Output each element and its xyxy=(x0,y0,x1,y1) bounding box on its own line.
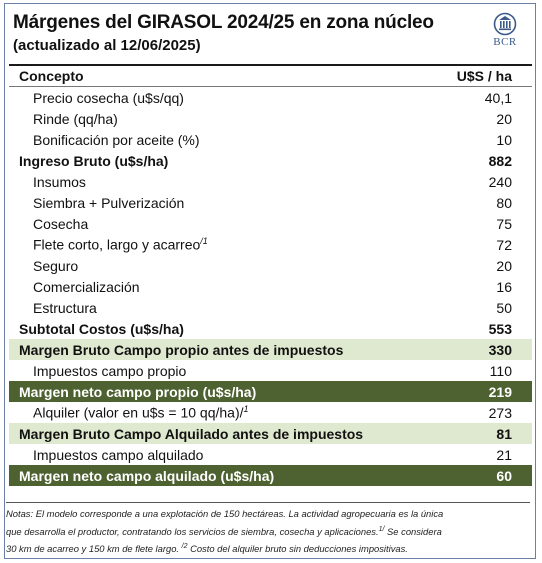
table-row xyxy=(9,213,532,234)
row-value: 81 xyxy=(496,425,512,442)
table-row-total xyxy=(9,150,532,171)
table-row xyxy=(9,276,532,297)
header-concepto: Concepto xyxy=(19,68,84,84)
table-row xyxy=(9,297,532,318)
notes-line xyxy=(6,522,530,540)
bcr-emblem-icon xyxy=(492,12,518,36)
table-row xyxy=(9,87,532,108)
footnote-marker: /1 xyxy=(200,236,208,247)
row-label: Insumos xyxy=(33,173,86,190)
row-value: 80 xyxy=(496,194,512,211)
row-label: Siembra + Pulverización xyxy=(33,194,185,211)
notes-line xyxy=(6,539,530,557)
row-label: Rinde (qq/ha) xyxy=(33,110,118,127)
page-title: Márgenes del GIRASOL 2024/25 en zona núcleo xyxy=(13,12,434,33)
table-row xyxy=(9,129,532,150)
row-value: 219 xyxy=(488,383,512,400)
row-value: 60 xyxy=(496,467,512,484)
logo-text: BCR xyxy=(493,36,517,48)
footnote-marker: 1/ xyxy=(378,525,385,533)
row-label xyxy=(9,404,422,421)
row-label xyxy=(9,236,422,253)
row-label: Cosecha xyxy=(33,215,89,232)
table-row xyxy=(9,234,532,255)
row-value: 110 xyxy=(489,362,512,379)
table-row-total xyxy=(9,318,532,339)
row-value: 21 xyxy=(496,446,512,463)
table-row xyxy=(9,171,532,192)
row-label: Subtotal Costos (u$s/ha) xyxy=(19,320,184,337)
footnote-marker: 1 xyxy=(243,404,249,415)
table-row-margin-net xyxy=(9,381,532,402)
row-value: 330 xyxy=(488,341,512,358)
bcr-logo xyxy=(485,12,525,54)
row-label: Margen neto campo alquilado (u$s/ha) xyxy=(19,467,275,484)
table-row xyxy=(9,360,532,381)
row-value: 882 xyxy=(488,152,512,169)
row-label: Ingreso Bruto (u$s/ha) xyxy=(19,152,169,169)
row-label: Margen Bruto Campo propio antes de impuestos xyxy=(19,341,344,358)
footnote-marker: /2 xyxy=(181,543,188,551)
row-value: 16 xyxy=(496,278,512,295)
row-label: Margen neto campo propio (u$s/ha) xyxy=(19,383,257,400)
row-label: Precio cosecha (u$s/qq) xyxy=(33,89,184,106)
row-label-text: Alquiler (valor en u$s = 10 qq/ha)/ xyxy=(33,404,244,421)
table-row xyxy=(9,108,532,129)
table-card xyxy=(4,3,536,559)
row-value: 20 xyxy=(496,257,512,274)
notes-text: 30 km de acarreo y 150 km de flete largo. xyxy=(6,543,180,555)
row-label: Impuestos campo alquilado xyxy=(33,446,204,463)
table-row-margin-net xyxy=(9,465,532,486)
row-value: 240 xyxy=(488,173,512,190)
row-value: 553 xyxy=(488,320,512,337)
row-label: Seguro xyxy=(33,257,79,274)
table-header xyxy=(9,64,532,87)
notes-text: que desarrolla el productor, contratando los servicios de siembra, cosecha y aplicaciones. xyxy=(6,525,379,537)
row-label: Estructura xyxy=(33,299,97,316)
row-value: 20 xyxy=(496,110,512,127)
table-row xyxy=(9,192,532,213)
row-value: 50 xyxy=(496,299,512,316)
table-row xyxy=(9,402,532,423)
header-value: U$S / ha xyxy=(456,68,512,84)
table-row xyxy=(9,255,532,276)
row-label: Margen Bruto Campo Alquilado antes de impuestos xyxy=(19,425,364,442)
row-label: Impuestos campo propio xyxy=(33,362,187,379)
row-value: 10 xyxy=(496,131,512,148)
row-label-text: Flete corto, largo y acarreo xyxy=(33,236,201,253)
footnotes xyxy=(6,502,530,557)
row-label: Bonificación por aceite (%) xyxy=(33,131,200,148)
row-value: 75 xyxy=(496,215,512,232)
page-subtitle: (actualizado al 12/06/2025) xyxy=(13,37,201,54)
margins-table xyxy=(9,64,532,486)
row-value: 72 xyxy=(496,236,512,253)
row-label: Comercialización xyxy=(33,278,140,295)
table-row xyxy=(9,444,532,465)
notes-text: Se considera xyxy=(384,525,442,537)
row-value: 40,1 xyxy=(484,89,512,106)
notes-text: Costo del alquiler bruto sin deducciones impositivas. xyxy=(187,543,408,555)
table-row-margin-gross xyxy=(9,423,532,444)
notes-line: Notas: El modelo corresponde a una explotación de 150 hectáreas. La actividad agropecuaria es la única xyxy=(6,508,444,519)
table-row-margin-gross xyxy=(9,339,532,360)
row-value: 273 xyxy=(488,404,512,421)
